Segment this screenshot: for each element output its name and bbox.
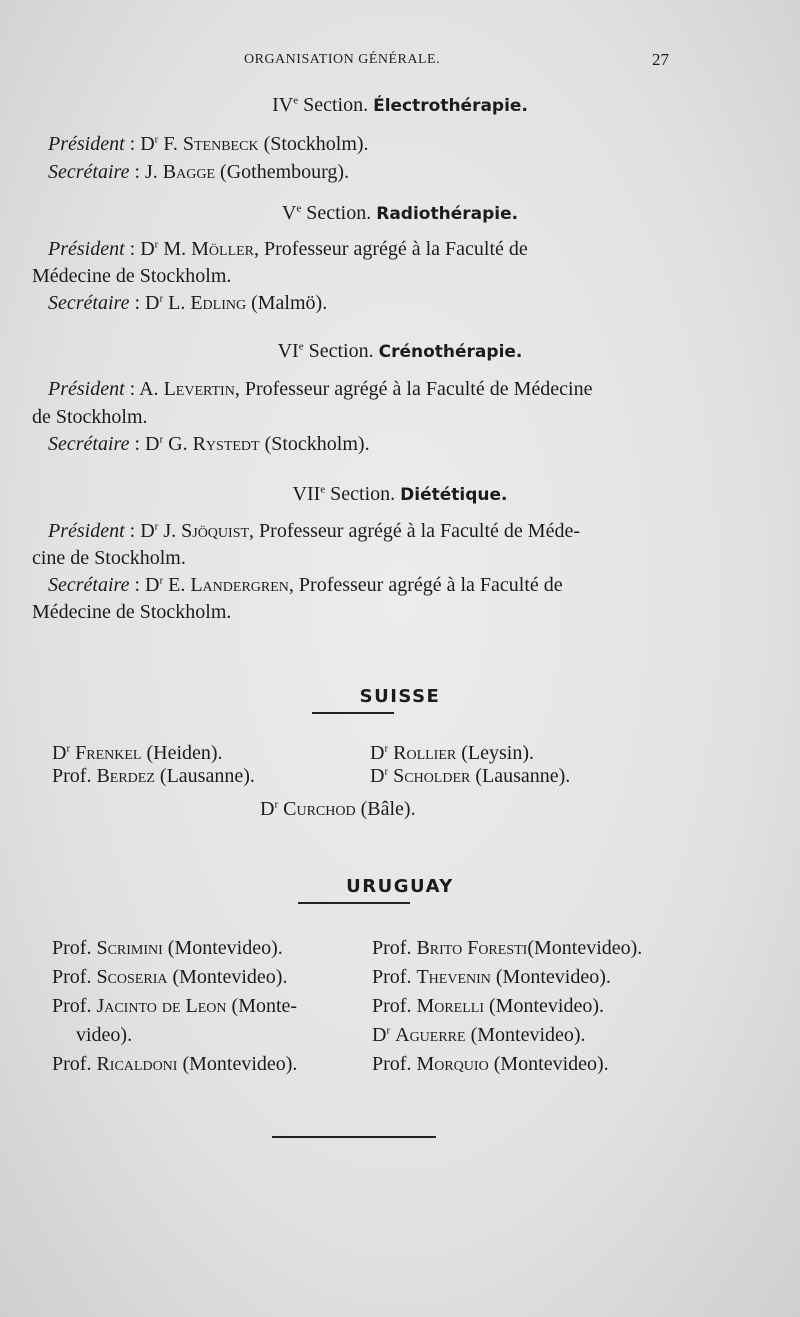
secretaire-line-iv: Secrétaire : J. Bagge (Gothembourg). [48, 161, 350, 183]
secretaire-line-vi: Secrétaire : $D^r$ G. Rystedt (Stockholm). [48, 433, 370, 455]
heading-underline [298, 902, 410, 904]
suisse-left-column [52, 742, 255, 788]
section-heading-iv: IVe Section. Électrothérapie. [272, 94, 528, 116]
person-entry: $D^r$ Scholder (Lausanne). [370, 765, 571, 787]
president-cont-vii: cine de Stockholm. [32, 547, 186, 569]
suisse-right-column [370, 742, 570, 788]
country-heading-suisse: SUISSE [359, 686, 441, 707]
person-entry: Prof. Thevenin (Montevideo). [372, 966, 611, 988]
person-entry: Prof. Jacinto de Leon (Monte- [52, 995, 298, 1017]
president-cont-v: Médecine de Stockholm. [32, 265, 232, 287]
closing-rule [272, 1136, 436, 1138]
person-entry: $D^r$ Aguerre (Montevideo). [372, 1024, 586, 1046]
person-entry: Prof. Scoseria (Montevideo). [52, 966, 288, 988]
country-heading-uruguay: URUGUAY [346, 876, 454, 897]
secretaire-cont-vii: Médecine de Stockholm. [32, 601, 232, 623]
suisse-center-entry: $D^r$ Curchod (Bâle). [260, 798, 416, 820]
person-entry: Prof. Brito Foresti(Montevideo). [372, 937, 643, 959]
section-heading-v: Ve Section. Radiothérapie. [281, 202, 519, 224]
person-entry-continuation: video). [76, 1024, 133, 1046]
president-line-vi: Président : A. Levertin, Professeur agrégé à la Faculté de Médecine [48, 378, 593, 400]
person-entry: Prof. Berdez (Lausanne). [52, 765, 255, 787]
person-entry: Prof. Scrimini (Montevideo). [52, 937, 283, 959]
running-header [0, 52, 800, 76]
president-line-vii: Président : $D^r$ J. Sjöquist, Professeur agrégé à la Faculté de Méde- [48, 520, 580, 542]
heading-underline [312, 712, 394, 714]
uruguay-left-column [52, 934, 297, 1079]
section-heading-vii: VIIe Section. Diététique. [292, 483, 508, 505]
secretaire-line-vii: Secrétaire : $D^r$ E. Landergren, Professeur agrégé à la Faculté de [48, 574, 563, 596]
person-entry: Prof. Morquio (Montevideo). [372, 1053, 609, 1075]
person-entry: $D^r$ Frenkel (Heiden). [52, 742, 223, 764]
page-number: 27 [652, 50, 669, 69]
person-entry: Prof. Morelli (Montevideo). [372, 995, 604, 1017]
section-heading-vi: VIe Section. Crénothérapie. [277, 340, 523, 362]
secretaire-line-v: Secrétaire : $D^r$ L. Edling (Malmö). [48, 292, 328, 314]
uruguay-right-column [372, 934, 642, 1079]
person-entry: $D^r$ Rollier (Leysin). [370, 742, 534, 764]
president-cont-vi: de Stockholm. [32, 406, 148, 428]
running-title: ORGANISATION GÉNÉRALE. [244, 52, 441, 67]
president-line-iv: Président : $D^r$ F. Stenbeck (Stockholm). [48, 133, 369, 155]
president-line-v: Président : $D^r$ M. Möller, Professeur agrégé à la Faculté de [48, 238, 528, 260]
person-entry: Prof. Ricaldoni (Montevideo). [52, 1053, 298, 1075]
